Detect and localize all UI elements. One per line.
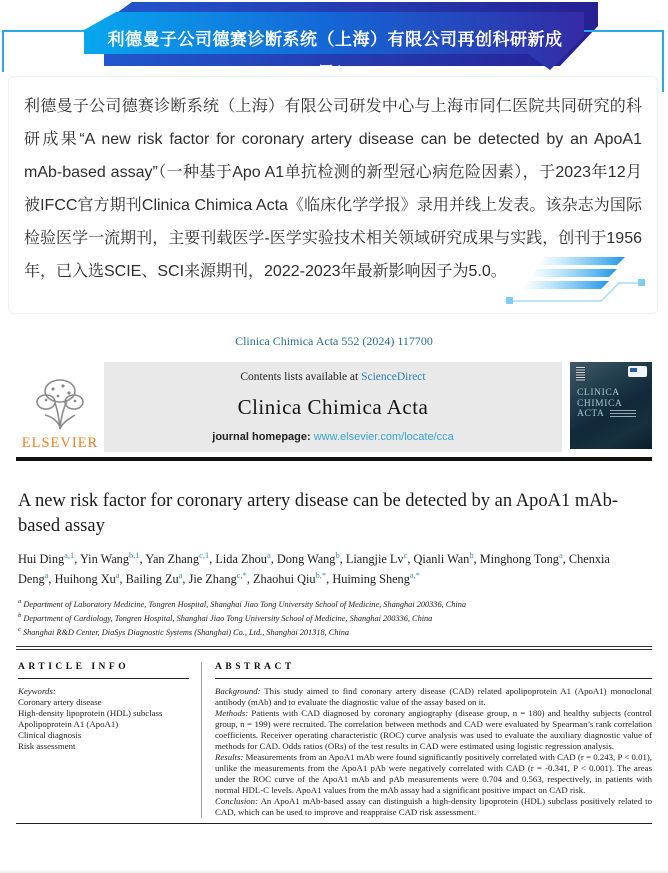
affiliation-list xyxy=(18,596,652,638)
affiliation: $^c$ Shanghai R&D Center, DiaSys Diagnostic Systems (Shanghai) Co., Ltd., Shanghai 201318, China xyxy=(18,626,350,638)
intro-box xyxy=(8,76,658,314)
affiliation: $^b$ Department of Cardiology, Tongren Hospital, Shanghai Jiao Tong University School of Medicine, Shanghai 200336, China xyxy=(18,612,433,624)
author: Hui Ding$^{a,1}$ xyxy=(18,550,75,567)
abstract-rule xyxy=(215,678,652,679)
article-info-rule xyxy=(18,678,189,679)
cover-title: CLINICA CHIMICA ACTA xyxy=(577,388,622,419)
keyword-list xyxy=(18,697,189,752)
paper-title: A new risk factor for coronary artery disease can be detected by an ApoA1 mAb-based assay xyxy=(18,491,618,536)
abstract-section: Conclusion: An ApoA1 mAb-based assay can distinguish a high-density lipoprotein (HDL) subclass positively related to CAD, which can be used to improve and reappraise CAD risk assessment. xyxy=(215,796,652,818)
journal-masthead xyxy=(104,362,562,452)
journal-header xyxy=(16,362,652,452)
author: Huihong Xu$^a$ xyxy=(54,569,120,586)
affiliation: $^a$ Department of Laboratory Medicine, Tongren Hospital, Shanghai Jiao Tong University School of Medicine, Shanghai 200336, China xyxy=(18,598,467,609)
intro-paragraph: 利德曼子公司德赛诊断系统（上海）有限公司研发中心与上海市同仁医院共同研究的科研成果“A new risk factor for coronary artery disease can be detected by an ApoA1 mAb-based assay”（一种基于Apo A1单抗检测的新型冠心病危险因素），于2023年12月被IFCC官方期刊Clinica Chimica Acta《临床化学学报》录用并线上发表。该杂志为国际检验医学一流期刊，主要刊载医学-医学实验技术相关领域研究成果与实践，创刊于1956年，已入选SCIE、SCI来源期刊，2022-2023年最新影响因子为5.0。 xyxy=(24,98,642,280)
author: Jie Zhang$^{c,*}$ xyxy=(188,569,247,586)
author-list: Hui Ding$^{a,1}$, Yin Wang$^{b,1}$, Yan Zhang$^{c,1}$, Lida Zhou$^a$, Dong Wang$^b$, Liangjie Lv$^c$, Qianli Wan$^b$, Minghong Tong$^a$, Chenxia Deng$^a$, Huihong Xu$^a$, Bailing Zu$^a$, Jie Zhang$^{c,*}$, Zhaohui Qiu$^{b,*}$, Huiming Sheng$^{a,*}$ xyxy=(18,550,610,586)
paper-scan xyxy=(16,356,652,824)
author: Qianli Wan$^b$ xyxy=(413,550,474,567)
section-rule xyxy=(16,646,652,650)
elsevier-logo xyxy=(16,362,104,452)
abstract-section: Results: Measurements from an ApoA1 mAb were found significantly positively correlated with CAD (r = 0.243, P < 0.01), unlike the measurements from the ApoA1 pAb were negatively correlated with CAD (r = -0.341, P < 0.001). The areas under the ROC curve of the ApoA1 mAb and pAb measurements were 0.704 and 0.563, respectively, in patients with normal HDL-C levels. ApoA1 values from the mAb assay had a significant positive impact on CAD risk. xyxy=(215,752,652,796)
abstract-column xyxy=(202,662,652,818)
journal-cover xyxy=(570,362,652,449)
ifcc-badge-icon xyxy=(628,366,647,377)
elsevier-tree-icon xyxy=(31,375,89,433)
journal-citation: Clinica Chimica Acta 552 (2024) 117700 xyxy=(235,334,433,348)
page-bottom-rule xyxy=(16,823,652,824)
cover-subtitle-lines xyxy=(610,410,636,419)
keyword: Coronary artery disease xyxy=(18,697,102,708)
contents-line xyxy=(240,371,425,383)
header-rule xyxy=(16,457,652,461)
contents-prefix: Contents lists available at xyxy=(240,371,362,383)
author: Zhaohui Qiu$^{b,*}$ xyxy=(253,569,327,586)
author: Yin Wang$^{b,1}$ xyxy=(79,550,140,567)
article-info-column xyxy=(16,662,202,818)
abstract-section: Methods: Patients with CAD diagnosed by coronary angiography (disease group, n = 180) and healthy subjects (control group, n = 199) were recruited. The correlation between methods and CAD were evaluated by Spearman’s rank correlation coefficients. Receiver operating characteristic (ROC) curve analysis was used to evaluate the auxiliary diagnostic value of methods for CAD. Odds ratios (ORs) of the test results in CAD were estimated using logistic regression analysis. xyxy=(215,708,652,752)
homepage-line xyxy=(212,431,453,443)
info-abstract-columns xyxy=(16,662,652,818)
keyword: Risk assessment xyxy=(18,741,76,752)
homepage-link[interactable]: www.elsevier.com/locate/cca xyxy=(313,431,454,443)
keyword: Apolipoprotein A1 (ApoA1) xyxy=(18,719,119,730)
sciencedirect-link[interactable]: ScienceDirect xyxy=(361,371,426,383)
author: Bailing Zu$^a$ xyxy=(125,569,183,586)
keyword: Clinical diagnosis xyxy=(18,730,82,741)
abstract-heading: ABSTRACT xyxy=(215,662,295,673)
article-info-heading: ARTICLE INFO xyxy=(18,662,130,673)
author: Yan Zhang$^{c,1}$ xyxy=(145,550,210,567)
abstract-sections xyxy=(215,686,652,818)
ifcc-badge-mark xyxy=(630,368,637,372)
author: Minghong Tong$^a$ xyxy=(479,550,563,567)
banner-title: 利德曼子公司德赛诊断系统（上海）有限公司再创科研新成果！ xyxy=(107,30,563,83)
author: Huiming Sheng$^{a,*}$ xyxy=(332,569,421,586)
author: Liangjie Lv$^c$ xyxy=(345,550,408,567)
homepage-prefix: journal homepage: xyxy=(212,431,314,443)
elsevier-wordmark: ELSEVIER xyxy=(21,435,99,451)
author: Chenxia Deng$^a$ xyxy=(18,552,610,586)
keyword: High-density lipoprotein (HDL) subclass xyxy=(18,708,163,719)
journal-name: Clinica Chimica Acta xyxy=(237,394,429,419)
keywords-label: Keywords: xyxy=(18,686,56,697)
barcode-icon xyxy=(576,367,585,382)
author: Dong Wang$^b$ xyxy=(276,550,340,567)
abstract-section: Background: This study aimed to find coronary artery disease (CAD) related apolipoprotein A1 (ApoA1) monoclonal antibody (mAb) and to evaluate the diagnostic value of the assay based on it. xyxy=(215,686,652,708)
speed-lines-decoration xyxy=(501,255,651,311)
author: Lida Zhou$^a$ xyxy=(215,550,271,567)
